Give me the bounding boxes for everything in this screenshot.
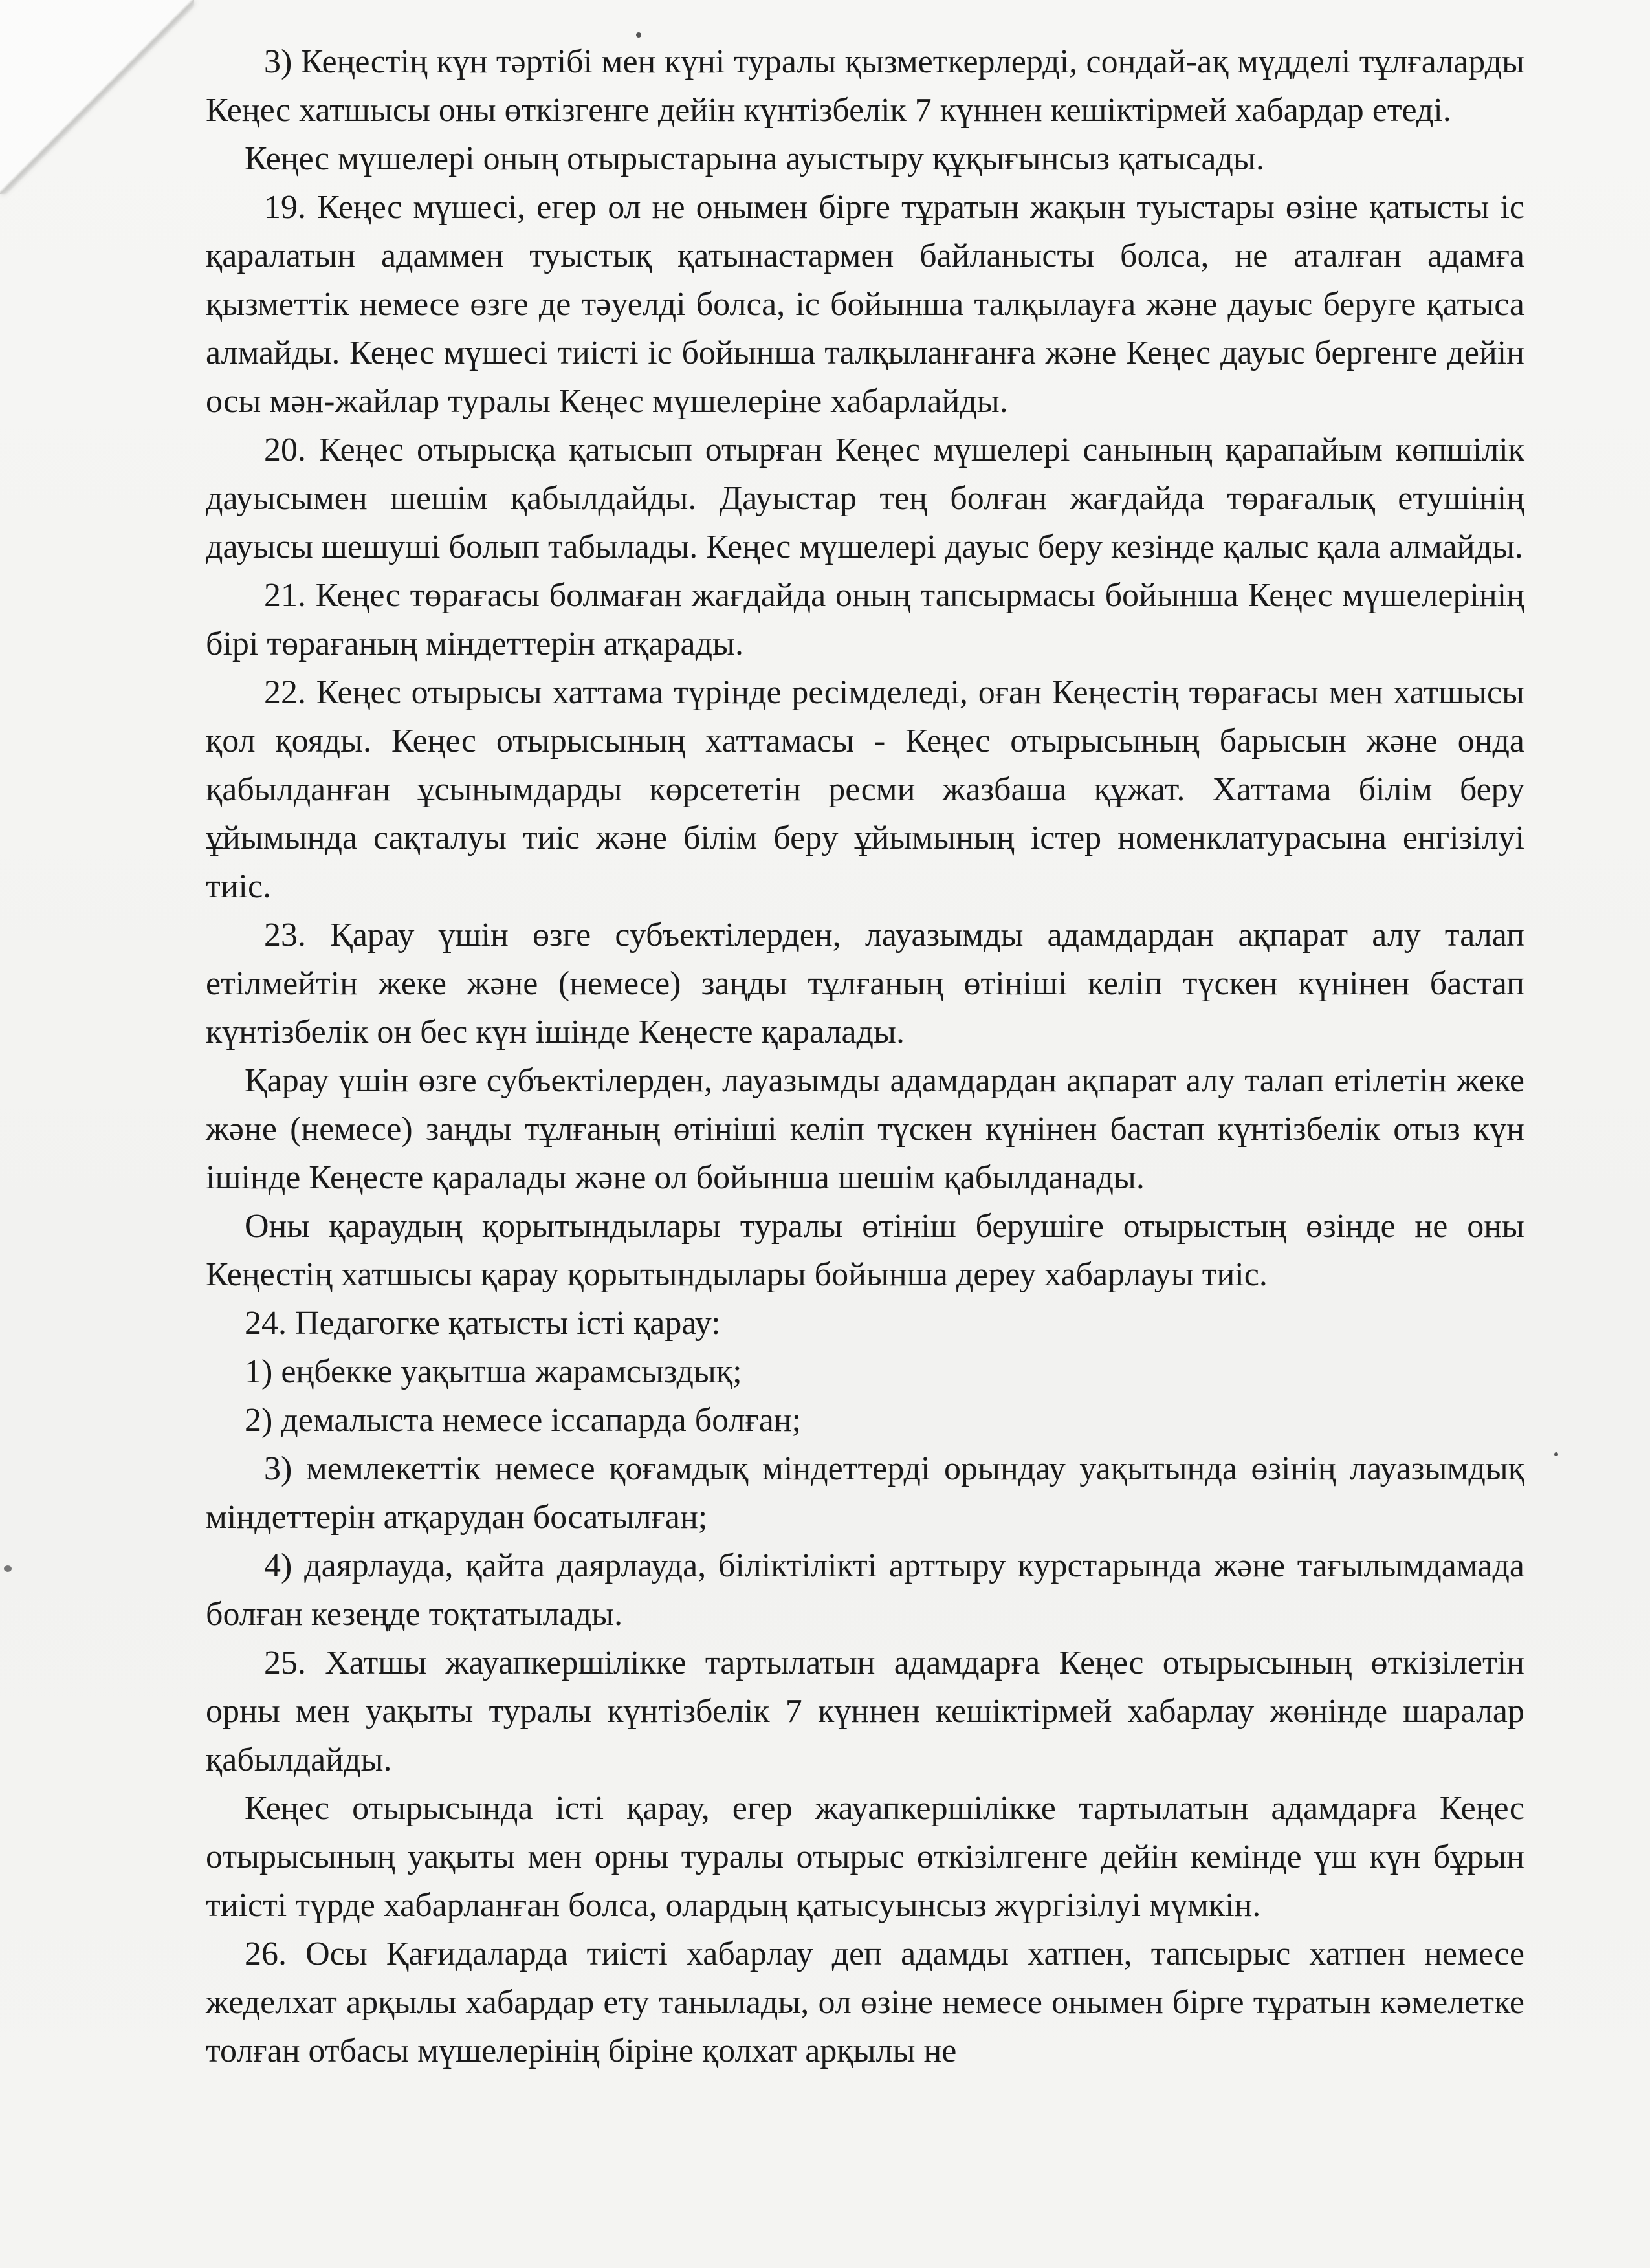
paragraph-26: 26. Осы Қағидаларда тиісті хабарлау деп адамды хатпен, тапсырыс хатпен немесе жеделхат арқылы хабардар ету танылады, ол өзіне немесе онымен бірге тұратын кәмелетке толған отбасы мүшелерінің біріне қолхат арқылы не	[206, 1935, 1524, 2069]
paragraph-20: 20. Кеңес отырысқа қатысып отырған Кеңес мүшелері санының қарапайым көпшілік дауысымен шешім қабылдайды. Дауыстар тең болған жағдайда төрағалық етушінің дауысы шешуші болып табылады. Кеңес мүшелері дауыс беру кезінде қалыс қала алмайды.	[206, 431, 1524, 565]
document-body	[206, 38, 1524, 2075]
paragraph-23-third: Оны қараудың қорытындылары туралы өтініш берушіге отырыстың өзінде не оны Кеңестің хатшысы қарау қорытындылары бойынша дереу хабарлауы тиіс.	[206, 1208, 1524, 1293]
paragraph-24-item-4: 4) даярлауда, қайта даярлауда, біліктілікті арттыру курстарында және тағылымдамада болған кезеңде тоқтатылады.	[206, 1547, 1524, 1633]
paragraph-24-item-2: 2) демалыста немесе іссапарда болған;	[245, 1402, 802, 1439]
paragraph-22: 22. Кеңес отырысы хаттама түрінде ресімделеді, оған Кеңестің төрағасы мен хатшысы қол қояды. Кеңес отырысының хаттамасы - Кеңес отырысының барысын және онда қабылданған ұсынымдарды көрсететін ресми жазбаша құжат. Хаттама білім беру ұйымында сақталуы тиіс және білім беру ұйымының істер номенклатурасына енгізілуі тиіс.	[206, 674, 1524, 905]
scan-speck	[636, 32, 641, 38]
paragraph-23-second: Қарау үшін өзге субъектілерден, лауазымды адамдардан ақпарат алу талап етілетін жеке және (немесе) заңды тұлғаның өтініші келіп түскен күнінен бастап күнтізбелік отыз күн ішінде Кеңесте қаралады және ол бойынша шешім қабылданады.	[206, 1062, 1524, 1196]
paragraph-item-3: 3) Кеңестің күн тәртібі мен күні туралы қызметкерлерді, сондай-ақ мүдделі тұлғаларды Кеңес хатшысы оны өткізгенге дейін күнтізбелік 7 күннен кешіктірмей хабардар етеді.	[206, 43, 1524, 129]
paragraph-24-item-1: 1) еңбекке уақытша жарамсыздық;	[245, 1353, 742, 1390]
scan-speck	[1554, 1452, 1558, 1456]
paragraph-25: 25. Хатшы жауапкершілікке тартылатын адамдарға Кеңес отырысының өткізілетін орны мен уақыты туралы күнтізбелік 7 күннен кешіктірмей хабарлау жөнінде шаралар қабылдайды.	[206, 1644, 1524, 1778]
paragraph-24-item-3: 3) мемлекеттік немесе қоғамдық міндеттерді орындау уақытында өзінің лауазымдық міндеттерін атқарудан босатылған;	[206, 1450, 1524, 1536]
paragraph-25-second: Кеңес отырысында істі қарау, егер жауапкершілікке тартылатын адамдарға Кеңес отырысының уақыты мен орны туралы отырыс өткізілгенге дейін кемінде үш күн бұрын тиісті түрде хабарланған болса, олардың қатысуынсыз жүргізілуі мүмкін.	[206, 1790, 1524, 1924]
paragraph-24: 24. Педагогке қатысты істі қарау:	[245, 1305, 721, 1342]
paragraph-21: 21. Кеңес төрағасы болмаған жағдайда оның тапсырмасы бойынша Кеңес мүшелерінің бірі төрағаның міндеттерін атқарады.	[206, 577, 1524, 662]
paragraph-23: 23. Қарау үшін өзге субъектілерден, лауазымды адамдардан ақпарат алу талап етілмейтін жеке және (немесе) заңды тұлғаның өтініші келіп түскен күнінен бастап күнтізбелік он бес күн ішінде Кеңесте қаралады.	[206, 917, 1524, 1051]
paragraph-19: 19. Кеңес мүшесі, егер ол не онымен бірге тұратын жақын туыстары өзіне қатысты іс қаралатын адаммен туыстық қатынастармен байланысты болса, не аталған адамға қызметтік немесе өзге де тәуелді болса, іс бойынша талқылауға және дауыс беруге қатыса алмайды. Кеңес мүшесі тиісті іс бойынша талқыланғанға және Кеңес дауыс бергенге дейін осы мән-жайлар туралы Кеңес мүшелеріне хабарлайды.	[206, 189, 1524, 420]
paragraph-council-members: Кеңес мүшелері оның отырыстарына ауыстыру құқығынсыз қатысады.	[245, 140, 1264, 177]
folded-corner-edge	[0, 0, 194, 194]
scan-speck	[4, 1565, 12, 1572]
